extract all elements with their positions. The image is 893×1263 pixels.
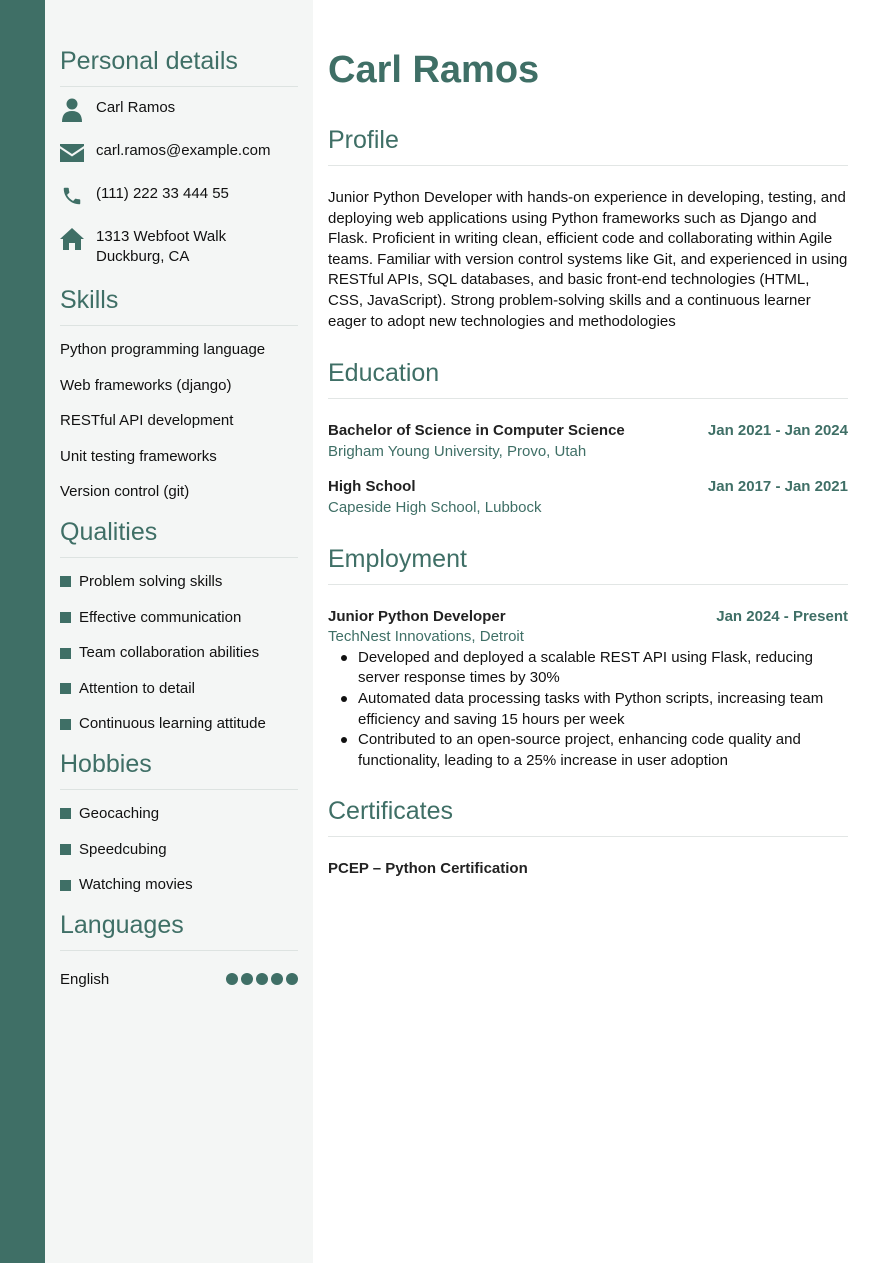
- level-dot-icon: [286, 973, 298, 985]
- address-line-1: 1313 Webfoot Walk: [96, 228, 227, 245]
- square-bullet-icon: [60, 808, 71, 819]
- quality-item: [60, 572, 298, 592]
- employment-entry: [328, 607, 848, 772]
- user-icon: [60, 98, 84, 122]
- quality-label: Continuous learning attitude: [79, 715, 266, 733]
- sidebar: [45, 0, 313, 1263]
- certificate-item: PCEP – Python Certification: [328, 860, 528, 878]
- quality-item: [60, 714, 298, 734]
- education-entry: [328, 421, 848, 462]
- education-title: Bachelor of Science in Computer Science: [328, 422, 625, 440]
- education-heading: Education: [328, 359, 848, 399]
- quality-item: [60, 608, 298, 628]
- home-icon: [60, 227, 84, 251]
- hobbies-heading: Hobbies: [60, 750, 298, 790]
- education-date: Jan 2017 - Jan 2021: [707, 478, 848, 496]
- level-dot-icon: [271, 973, 283, 985]
- hobby-item: [60, 875, 298, 895]
- skills-heading: Skills: [60, 286, 298, 326]
- quality-label: Problem solving skills: [79, 572, 223, 590]
- hobby-label: Watching movies: [79, 876, 193, 894]
- skill-item: Python programming language: [60, 341, 266, 358]
- personal-details-heading: Personal details: [60, 47, 298, 87]
- job-title: Junior Python Developer: [328, 607, 506, 625]
- education-institution: Brigham Young University, Provo, Utah: [328, 442, 587, 460]
- personal-details-list: [60, 98, 298, 267]
- square-bullet-icon: [60, 880, 71, 891]
- square-bullet-icon: [60, 844, 71, 855]
- personal-phone[interactable]: (111) 222 33 444 55: [96, 185, 229, 202]
- language-level-dots: [226, 973, 298, 985]
- envelope-icon: [60, 141, 84, 165]
- profile-text: Junior Python Developer with hands-on experience in developing, testing, and deploying web applications using Python frameworks such as Django and Flask. Proficient in writing clean, efficient code and collaborating within Agile teams. Familiar with version control systems like Git, and experienced in using RESTful APIs, SQL databases, and basic front-end technologies (HTML, CSS, JavaScript). Strong problem-solving skills and a continuous learner eager to adopt new technologies and methodologies: [328, 189, 848, 330]
- profile-heading: Profile: [328, 126, 848, 166]
- certificates-heading: Certificates: [328, 797, 848, 837]
- personal-phone-row: [60, 184, 298, 208]
- education-title: High School: [328, 478, 416, 496]
- job-bullet: Contributed to an open-source project, enhancing code quality and functionality, leading to a 25% increase in user adoption: [328, 730, 848, 771]
- language-row: [60, 971, 298, 988]
- main-content: [313, 0, 893, 1263]
- personal-address: [96, 227, 226, 267]
- skills-list: [60, 340, 298, 502]
- education-date: Jan 2021 - Jan 2024: [707, 422, 848, 440]
- job-date: Jan 2024 - Present: [716, 607, 848, 625]
- employment-heading: Employment: [328, 545, 848, 585]
- quality-item: [60, 643, 298, 663]
- personal-email-row: [60, 141, 298, 165]
- skill-item: Unit testing frameworks: [60, 447, 217, 465]
- education-institution: Capeside High School, Lubbock: [328, 498, 542, 516]
- personal-name-row: [60, 98, 298, 122]
- hobbies-list: [60, 804, 298, 895]
- candidate-name: Carl Ramos: [328, 49, 540, 91]
- skill-item: Web frameworks (django): [60, 376, 232, 394]
- accent-strip: [0, 0, 45, 1263]
- job-bullet: Automated data processing tasks with Python scripts, increasing team efficiency and saving 15 hours per week: [328, 689, 848, 730]
- quality-label: Effective communication: [79, 608, 242, 626]
- square-bullet-icon: [60, 648, 71, 659]
- personal-name: Carl Ramos: [96, 99, 176, 116]
- languages-heading: Languages: [60, 911, 298, 951]
- qualities-heading: Qualities: [60, 518, 298, 558]
- job-bullet: Developed and deployed a scalable REST API using Flask, reducing server response times by 30%: [328, 648, 848, 689]
- job-bullets: [328, 648, 848, 772]
- level-dot-icon: [226, 973, 238, 985]
- skill-item: Version control (git): [60, 483, 190, 501]
- education-entry: [328, 477, 848, 518]
- quality-item: [60, 679, 298, 699]
- square-bullet-icon: [60, 576, 71, 587]
- skill-item: RESTful API development: [60, 412, 234, 430]
- quality-label: Attention to detail: [79, 679, 195, 697]
- phone-icon: [60, 184, 84, 208]
- personal-email[interactable]: carl.ramos@example.com: [96, 142, 271, 159]
- job-company: TechNest Innovations, Detroit: [328, 628, 524, 646]
- square-bullet-icon: [60, 612, 71, 623]
- square-bullet-icon: [60, 719, 71, 730]
- quality-label: Team collaboration abilities: [79, 644, 260, 662]
- address-line-2: Duckburg, CA: [96, 248, 190, 265]
- level-dot-icon: [241, 973, 253, 985]
- level-dot-icon: [256, 973, 268, 985]
- personal-address-row: [60, 227, 298, 267]
- hobby-item: [60, 840, 298, 860]
- hobby-item: [60, 804, 298, 824]
- language-name: English: [60, 970, 110, 988]
- hobby-label: Geocaching: [79, 804, 160, 822]
- square-bullet-icon: [60, 683, 71, 694]
- qualities-list: [60, 572, 298, 734]
- hobby-label: Speedcubing: [79, 840, 167, 858]
